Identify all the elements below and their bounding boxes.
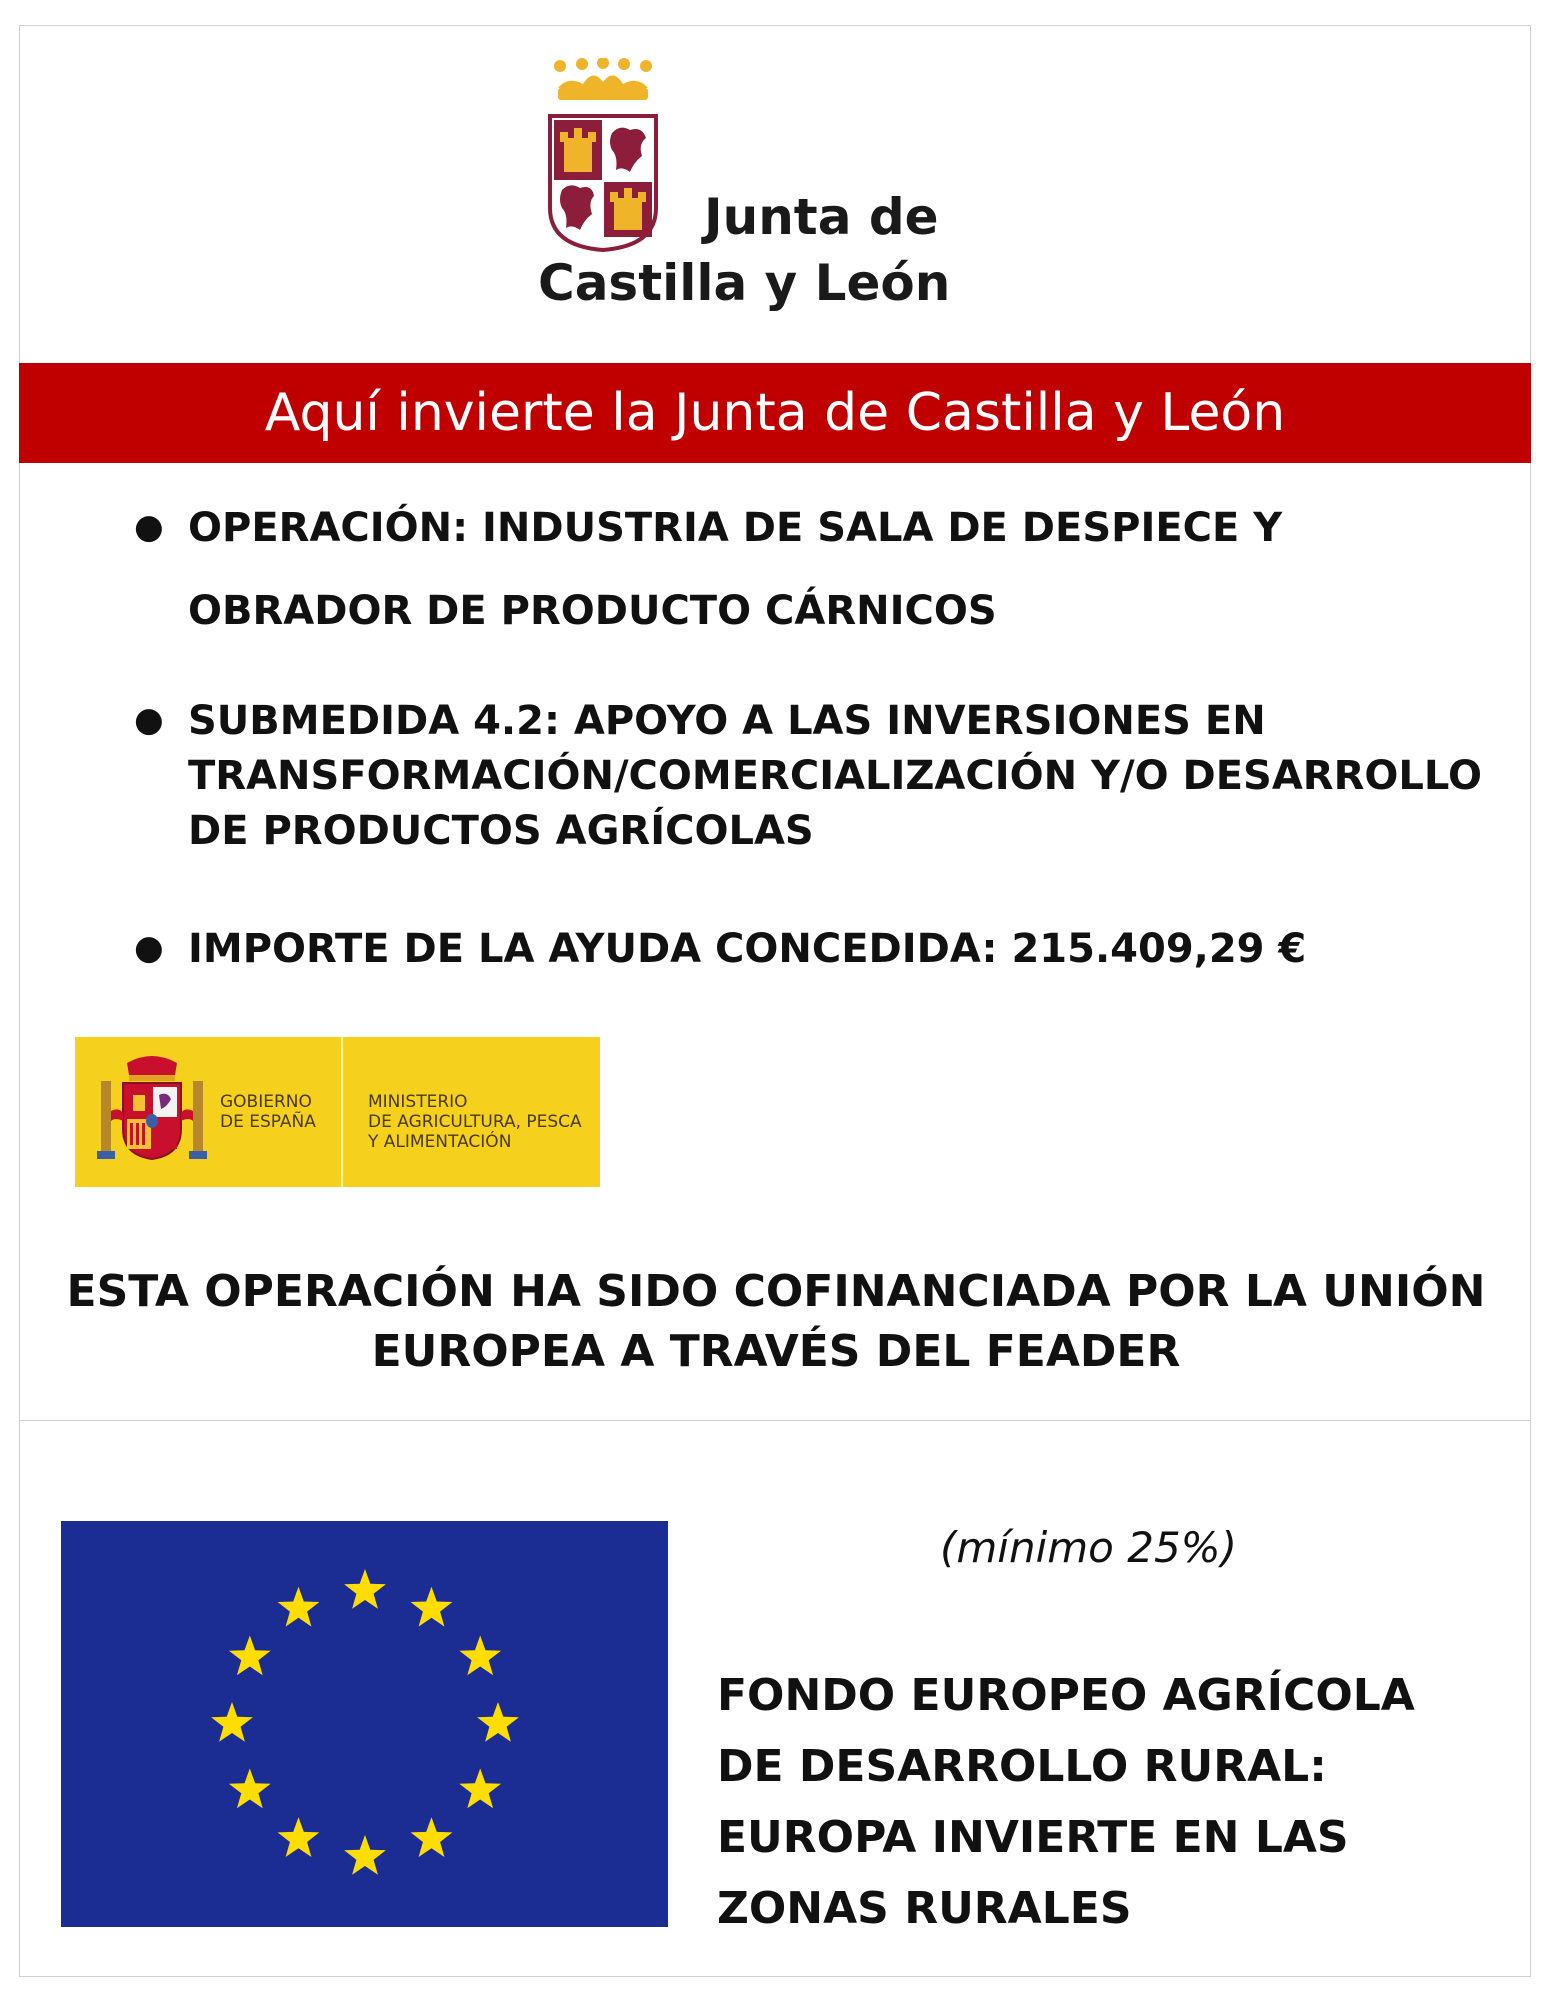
eu-flag xyxy=(61,1521,668,1927)
cofinanciacion-line: ESTA OPERACIÓN HA SIDO COFINANCIADA POR LA UNIÓN xyxy=(66,1266,1486,1317)
bullet-line: TRANSFORMACIÓN/COMERCIALIZACIÓN Y/O DESARROLLO xyxy=(188,753,1482,799)
investment-banner: Aquí invierte la Junta de Castilla y León xyxy=(19,363,1531,463)
eu-star-icon xyxy=(278,1817,320,1857)
eu-star-icon xyxy=(344,1569,386,1609)
bullet-dot-icon: ● xyxy=(134,507,164,547)
eu-star-icon xyxy=(411,1817,453,1857)
eu-star-icon xyxy=(344,1835,386,1875)
ministerio-label: MINISTERIO DE AGRICULTURA, PESCA Y ALIMENTACIÓN xyxy=(368,1092,582,1152)
feader-line: FONDO EUROPEO AGRÍCOLA xyxy=(717,1670,1415,1721)
feader-line: DE DESARROLLO RURAL: xyxy=(717,1741,1327,1792)
eu-star-icon xyxy=(411,1587,453,1627)
spain-coat-of-arms-icon xyxy=(97,1051,207,1171)
bullet-line: IMPORTE DE LA AYUDA CONCEDIDA: 215.409,29 € xyxy=(188,926,1307,972)
eu-star-icon xyxy=(229,1636,271,1676)
gobierno-espana-logo xyxy=(75,1037,600,1187)
feader-line: ZONAS RURALES xyxy=(717,1883,1132,1934)
eu-star-icon xyxy=(229,1769,271,1809)
bullet-line: DE PRODUCTOS AGRÍCOLAS xyxy=(188,808,814,854)
coat-of-arms-icon xyxy=(538,58,668,258)
eu-star-icon xyxy=(459,1769,501,1809)
eu-star-icon xyxy=(278,1587,320,1627)
bullet-dot-icon: ● xyxy=(134,700,164,740)
feader-line: EUROPA INVIERTE EN LAS xyxy=(717,1812,1349,1863)
cofinanciacion-statement xyxy=(40,1262,1512,1382)
feader-text xyxy=(717,1660,1415,1944)
logo-title-line2: Castilla y León xyxy=(538,254,951,312)
bullet-dot-icon: ● xyxy=(134,928,164,968)
eu-star-icon xyxy=(211,1702,253,1742)
eu-stars-icon xyxy=(61,1521,668,1927)
logo-title-line1: Junta de xyxy=(704,188,939,246)
logo-divider xyxy=(341,1037,343,1187)
bullet-line: OPERACIÓN: INDUSTRIA DE SALA DE DESPIECE Y xyxy=(188,505,1283,551)
cofinanciacion-line: EUROPEA A TRAVÉS DEL FEADER xyxy=(371,1326,1181,1377)
gobierno-label: GOBIERNO DE ESPAÑA xyxy=(220,1092,316,1132)
eu-star-icon xyxy=(459,1636,501,1676)
section-divider xyxy=(19,1420,1531,1421)
bullet-line: SUBMEDIDA 4.2: APOYO A LAS INVERSIONES EN xyxy=(188,698,1266,744)
minimo-percentage: (mínimo 25%) xyxy=(940,1523,1237,1572)
junta-logo xyxy=(538,58,978,328)
bullet-line: OBRADOR DE PRODUCTO CÁRNICOS xyxy=(188,588,997,634)
eu-star-icon xyxy=(477,1702,519,1742)
